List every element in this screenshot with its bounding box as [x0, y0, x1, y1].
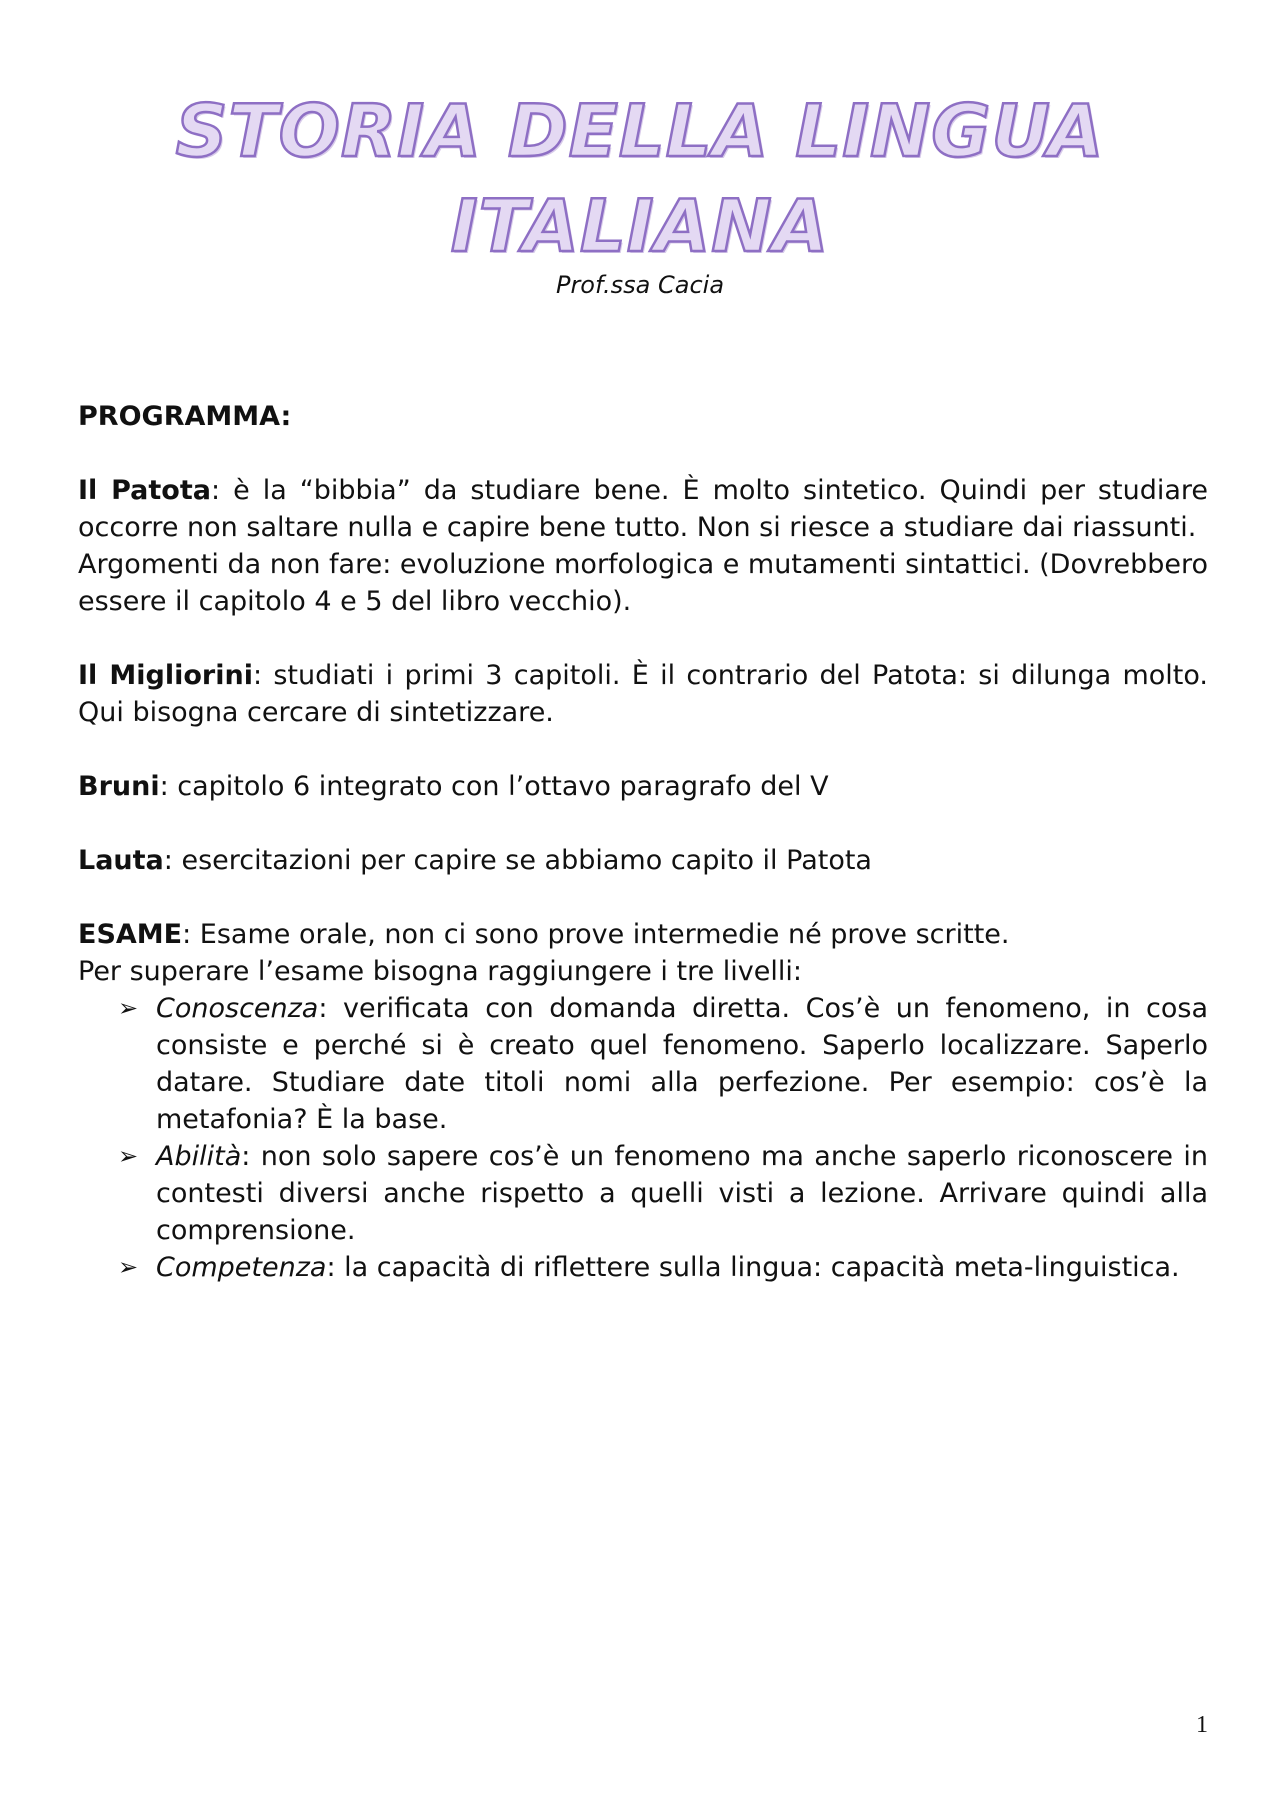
levels-list: [78, 990, 1208, 1286]
lauta-text: : esercitazioni per capire se abbiamo capito il Patota: [163, 845, 872, 876]
title-line-2: ITALIANA: [450, 184, 830, 268]
bruni-text: : capitolo 6 integrato con l’ottavo paragrafo del V: [159, 771, 829, 802]
esame-label: ESAME: [78, 919, 183, 950]
arrow-bullet-icon: ➢: [118, 1142, 139, 1170]
patota-text: : è la “bibbia” da studiare bene. È molto sintetico. Quindi per studiare occorre non saltare nulla e capire bene tutto. Non si riesce a studiare dai riassunti.: [78, 475, 1208, 543]
spacer: [78, 879, 1208, 916]
level-term: Conoscenza: [156, 993, 319, 1024]
esame-text: : Esame orale, non ci sono prove intermedie né prove scritte.: [182, 919, 1010, 950]
patota-note: Argomenti da non fare: evoluzione morfologica e mutamenti sintattici. (Dovrebbero essere il capitolo 4 e 5 del libro vecchio).: [78, 549, 1208, 617]
subtitle-professor: Prof.ssa Cacia: [555, 271, 725, 299]
level-term: Abilità: [156, 1141, 242, 1172]
esame-paragraph: [78, 916, 1208, 953]
level-text: : non solo sapere cos’è un fenomeno ma anche saperlo riconoscere in contesti diversi anche rispetto a quelli visti a lezione. Arrivare quindi alla comprensione.: [156, 1141, 1208, 1246]
migliorini-text: : studiati i primi 3 capitoli. È il contrario del Patota: si dilunga molto. Qui bisogna cercare di sintetizzare.: [78, 660, 1208, 728]
patota-paragraph: [78, 472, 1208, 546]
title-line-1: STORIA DELLA LINGUA: [175, 89, 1105, 173]
spacer: [78, 731, 1208, 768]
page-number: 1: [1196, 1712, 1208, 1738]
migliorini-label: Il Migliorini: [78, 660, 253, 691]
bruni-label: Bruni: [78, 771, 160, 802]
migliorini-paragraph: [78, 657, 1208, 731]
esame-intro: Per superare l’esame bisogna raggiungere i tre livelli:: [78, 956, 802, 987]
lauta-paragraph: [78, 842, 1208, 879]
spacer: [78, 805, 1208, 842]
list-item-competenza: [118, 1249, 1208, 1286]
spacer: [78, 435, 1208, 472]
document-body: [78, 398, 1208, 1286]
spacer: [78, 620, 1208, 657]
lauta-label: Lauta: [78, 845, 164, 876]
patota-label: Il Patota: [78, 475, 211, 506]
level-text: : verificata con domanda diretta. Cos’è un fenomeno, in cosa consiste e perché si è creato quel fenomeno. Saperlo localizzare. Saperlo datare. Studiare date titoli nomi alla perfezione. Per esempio: cos’è la metafonia? È la base.: [156, 993, 1208, 1135]
list-item-conoscenza: [118, 990, 1208, 1138]
level-text: : la capacità di riflettere sulla lingua: capacità meta-linguistica.: [326, 1252, 1180, 1283]
programma-heading: PROGRAMMA:: [78, 401, 292, 432]
arrow-bullet-icon: ➢: [118, 1253, 139, 1281]
level-term: Competenza: [156, 1252, 327, 1283]
arrow-bullet-icon: ➢: [118, 994, 139, 1022]
list-item-abilita: [118, 1138, 1208, 1249]
bruni-paragraph: [78, 768, 1208, 805]
